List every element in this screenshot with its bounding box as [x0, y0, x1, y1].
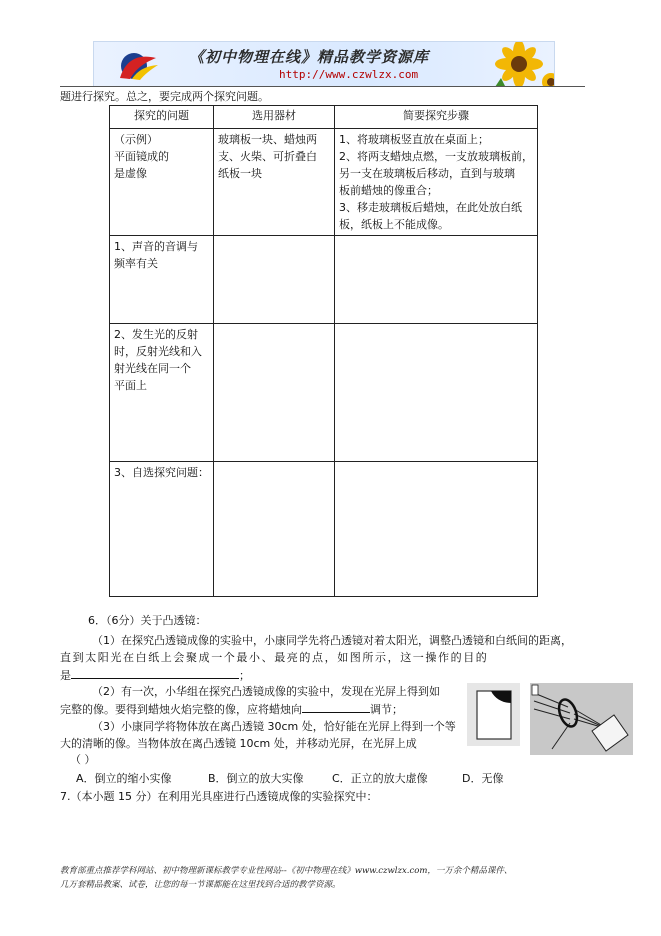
banner-url[interactable]: http://www.czwlzx.com — [279, 68, 419, 81]
answer-blank-direction[interactable] — [302, 700, 370, 713]
q6-p1-suffix: ； — [239, 669, 250, 682]
cell-question: 3、自选探究问题： — [110, 462, 214, 597]
cell-steps[interactable] — [335, 462, 538, 597]
table-row — [110, 324, 538, 462]
lens-focus-figure — [530, 683, 633, 755]
option-b[interactable]: B．倒立的放大实像 — [208, 772, 304, 785]
sunflower-icon — [489, 41, 555, 87]
cell-steps[interactable] — [335, 236, 538, 324]
intro-text: 题进行探究。总之，要完成两个探究问题。 — [60, 90, 269, 103]
cell-question: （示例） 平面镜成的 是虚像 — [110, 129, 214, 236]
option-d[interactable]: D．无像 — [462, 772, 504, 785]
q6-options — [76, 771, 503, 787]
header-rule — [60, 86, 585, 87]
cell-question: 1、声音的音调与 频率有关 — [110, 236, 214, 324]
cell-equipment[interactable] — [214, 236, 335, 324]
cell-steps[interactable] — [335, 324, 538, 462]
inquiry-table — [109, 105, 538, 597]
answer-paren[interactable]: （ ） — [70, 753, 96, 766]
q6-p3-line2: 大的清晰的像。当物体放在离凸透镜 10cm 处，并移动光屏，在光屏上成 — [60, 737, 417, 750]
q6-p1-line3 — [60, 666, 250, 684]
header-steps: 简要探究步骤 — [335, 106, 538, 129]
q6-p3-line1: （3）小康同学将物体放在离凸透镜 30cm 处，恰好能在光屏上得到一个等 — [92, 720, 456, 733]
q6-p1-line2: 直到太阳光在白纸上会聚成一个最小、最亮的点，如图所示，这一操作的目的 — [60, 651, 489, 664]
q6-p1-line1: （1）在探究凸透镜成像的实验中，小康同学先将凸透镜对着太阳光，调整凸透镜和白纸间的距离， — [92, 634, 572, 647]
cell-question: 2、发生光的反射 时，反射光线和入 射光线在同一个 平面上 — [110, 324, 214, 462]
q7-title: 7.（本小题 15 分）在利用光具座进行凸透镜成像的实验探究中： — [60, 790, 378, 803]
option-c[interactable]: C．正立的放大虚像 — [332, 772, 428, 785]
candle-image-figure — [467, 683, 520, 746]
q6-p1-prefix: 是 — [60, 669, 71, 682]
cell-equipment[interactable] — [214, 462, 335, 597]
site-logo — [112, 48, 162, 82]
q6-p2-suffix: 调节； — [370, 703, 403, 716]
answer-blank-purpose[interactable] — [71, 666, 239, 679]
q6-p2-prefix: 完整的像。要得到蜡烛火焰完整的像，应将蜡烛向 — [60, 703, 302, 716]
q6-title: 6．（6分）关于凸透镜： — [88, 614, 207, 627]
table-row — [110, 236, 538, 324]
table-header-row — [110, 106, 538, 129]
footer-line2: 几万套精品教案、试卷，让您的每一节课都能在这里找到合适的教学资源。 — [60, 880, 341, 890]
header-question: 探究的问题 — [110, 106, 214, 129]
table-row — [110, 129, 538, 236]
cell-equipment[interactable] — [214, 324, 335, 462]
option-a[interactable]: A．倒立的缩小实像 — [76, 772, 172, 785]
cell-steps: 1、将玻璃板竖直放在桌面上； 2、将两支蜡烛点燃，一支放玻璃板前， 另一支在玻璃板后移动，直到与玻璃 板前蜡烛的像重合； 3、移走玻璃板后蜡烛，在此处放白纸 板，纸板上不能成像。 — [335, 129, 538, 236]
q6-p2-line1: （2）有一次，小华组在探究凸透镜成像的实验中，发现在光屏上得到如 — [92, 685, 440, 698]
header-equipment: 选用器材 — [214, 106, 335, 129]
header-banner — [93, 41, 555, 87]
footer-line1: 教育部重点推荐学科网站、初中物理新课标教学专业性网站--《初中物理在线》www.czwlzx.com，一万余个精品课件、 — [60, 866, 513, 876]
banner-title: 《初中物理在线》精品教学资源库 — [189, 48, 430, 66]
cell-equipment: 玻璃板一块、蜡烛两 支、火柴、可折叠白 纸板一块 — [214, 129, 335, 236]
q6-p2-line2 — [60, 700, 403, 718]
table-row — [110, 462, 538, 597]
